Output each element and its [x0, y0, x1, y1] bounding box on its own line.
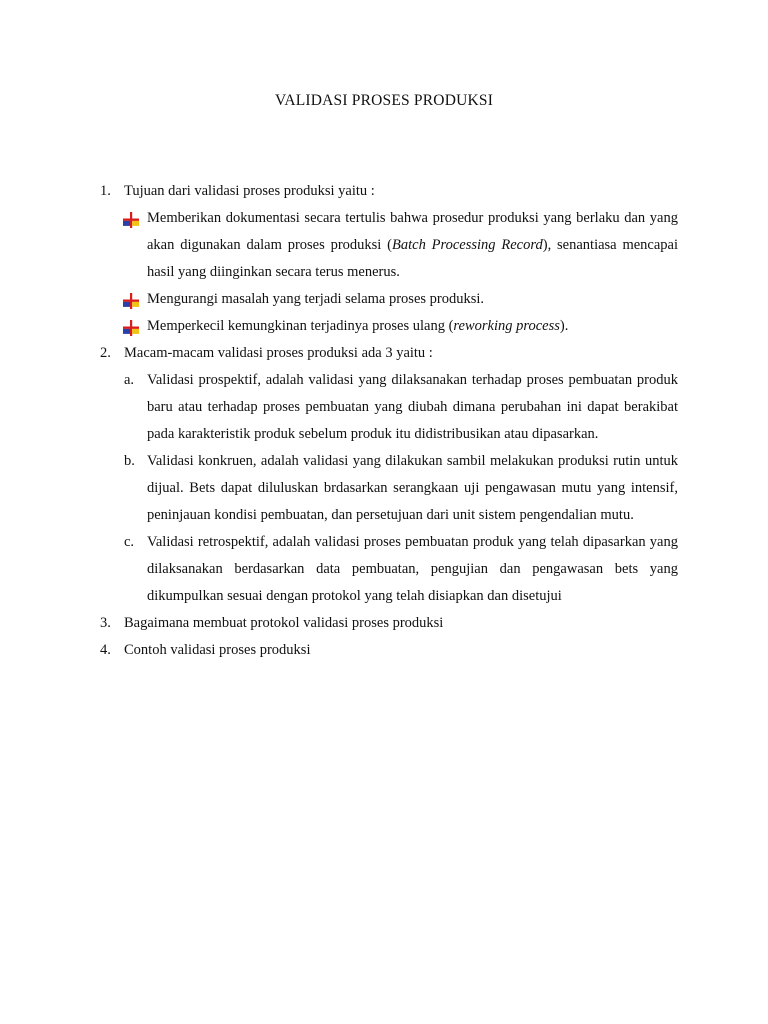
list-item-text: Contoh validasi proses produksi: [124, 642, 311, 658]
sub-item-marker: b.: [124, 453, 135, 469]
bullet-text-pre: Memperkecil kemungkinan terjadinya proses ulang (: [147, 318, 454, 334]
list-item-text: Bagaimana membuat protokol validasi proses produksi: [124, 615, 444, 631]
list-item-text: Macam-macam validasi proses produksi ada 3 yaitu :: [124, 345, 433, 361]
list-item-4: [0, 637, 768, 663]
list-item-1: [0, 178, 768, 204]
bullet-item: [0, 205, 768, 286]
sub-item-text: Validasi prospektif, adalah validasi yang dilaksanakan terhadap proses pembuatan produk baru atau terhadap proses pembuatan yang diubah dimana perubahan ini dapat berakibat pada karakteristik produk sebelum produk itu didistribusikan atau dipasarkan.: [147, 372, 678, 442]
list-item-text: Tujuan dari validasi proses produksi yaitu :: [124, 183, 375, 199]
list-number: 4.: [100, 642, 111, 658]
document-body: [0, 178, 768, 664]
list-number: 3.: [100, 615, 111, 631]
page-title: VALIDASI PROSES PRODUKSI: [274, 92, 494, 109]
bullet-item: [0, 286, 768, 313]
list-number: 2.: [100, 345, 111, 361]
bullet-text-pre: Memberikan dokumentasi secara tertulis bahwa prosedur produksi yang berlaku dan yang akan digunakan dalam proses produksi (: [147, 210, 678, 253]
bullet-text-emphasis: reworking process: [453, 318, 560, 334]
pin-bullet-icon: [123, 212, 139, 228]
list-number: 1.: [100, 183, 111, 199]
bullet-item: [0, 313, 768, 340]
list-item-2: [0, 340, 768, 366]
bullet-text-pre: Mengurangi masalah yang terjadi selama proses produksi.: [147, 291, 485, 307]
sub-item-marker: a.: [124, 372, 135, 388]
list-item-3: [0, 610, 768, 636]
bullet-text-emphasis: Batch Processing Record: [392, 237, 543, 253]
pin-bullet-icon: [123, 320, 139, 336]
sub-item-marker: c.: [124, 534, 135, 550]
sub-item-c: [0, 529, 768, 610]
sub-item-a: [0, 367, 768, 448]
sub-item-text: Validasi konkruen, adalah validasi yang dilakukan sambil melakukan produksi rutin untuk dijual. Bets dapat diluluskan brdasarkan serangkaan uji pengawasan mutu yang intensif, peninjauan kondisi pembuatan, dan persetujuan dari unit sistem pengendalian mutu.: [147, 453, 678, 523]
sub-item-text: Validasi retrospektif, adalah validasi proses pembuatan produk yang telah dipasarkan yang dilaksanakan berdasarkan data pembuatan, pengujian dan pengawasan bets yang dikumpulkan sesuai dengan protokol yang telah disiapkan dan disetujui: [147, 534, 678, 604]
pin-bullet-icon: [123, 293, 139, 309]
sub-item-b: [0, 448, 768, 529]
bullet-text-post: ), senantiasa mencapai hasil yang diinginkan secara terus menerus.: [147, 237, 678, 280]
bullet-text-post: ).: [559, 318, 569, 334]
